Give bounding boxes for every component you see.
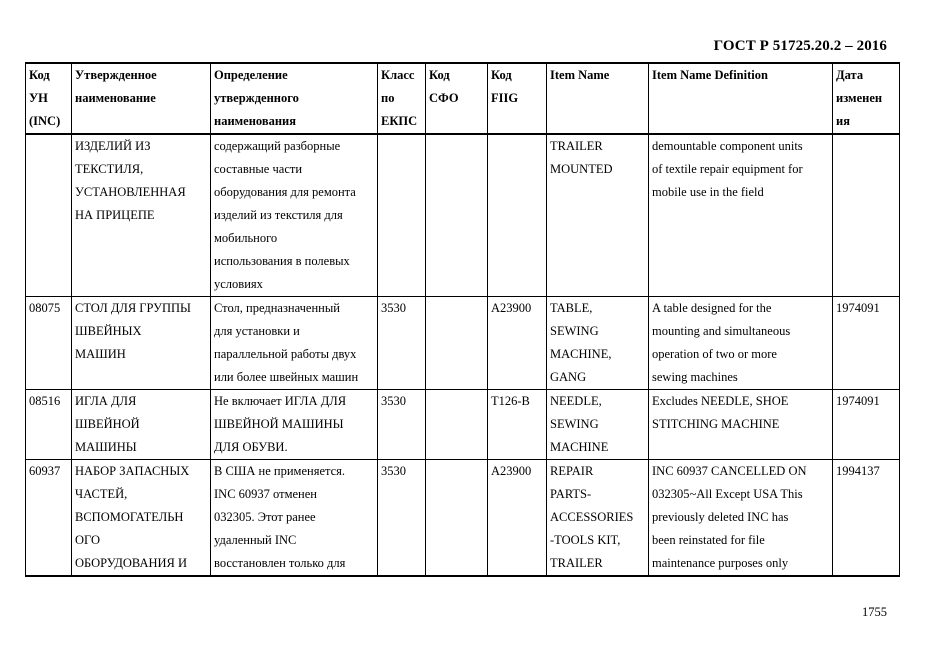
cell-fiig-code [488,460,547,577]
cell-line: Стол, предназначенный [214,301,340,315]
cell-sfo-code [426,460,488,577]
column-header-line: Утвержденное [75,68,157,82]
cell-line: TRAILER [550,556,603,570]
cell-inc-code [26,297,72,390]
cell-line: PARTS- [550,487,592,501]
cell-line: МАШИН [75,347,126,361]
cell-fiig-code [488,390,547,460]
cell-line: SEWING [550,324,599,338]
column-header-line: наименование [75,91,156,105]
column-header-line: Определение [214,68,288,82]
cell-line: 1974091 [836,301,880,315]
cell-line: A table designed for the [652,301,772,315]
cell-item-name-definition [649,460,833,577]
cell-line: Excludes NEEDLE, SHOE [652,394,789,408]
cell-fiig-code [488,134,547,297]
cell-line: 08516 [29,394,61,408]
cell-line: A23900 [491,301,532,315]
cell-approved-name [72,460,211,577]
cell-line: использования в полевых [214,254,350,268]
column-header-line: утвержденного [214,91,299,105]
column-header-line: Item Name Definition [652,68,768,82]
cell-line: ТЕКСТИЛЯ, [75,162,144,176]
cell-line: 3530 [381,464,406,478]
cell-line: STITCHING MACHINE [652,417,780,431]
cell-line: GANG [550,370,587,384]
cell-line: 1994137 [836,464,880,478]
cell-name-definition [211,460,378,577]
column-header-inc-code [26,63,72,134]
table-row [26,134,900,297]
column-header-line: УН [29,91,48,105]
cell-line: NEEDLE, [550,394,602,408]
cell-line: удаленный INC [214,533,297,547]
cell-line: TABLE, [550,301,593,315]
column-header-line: Код [429,68,450,82]
column-header-line: изменен [836,91,883,105]
cell-line: ОГО [75,533,100,547]
column-header-approved-name [72,63,211,134]
cell-line: operation of two or more [652,347,777,361]
cell-line: demountable component units [652,139,803,153]
cell-item-name [547,460,649,577]
table-row [26,390,900,460]
cell-line: ШВЕЙНОЙ [75,417,140,431]
cell-line: maintenance purposes only [652,556,789,570]
column-header-fiig-code [488,63,547,134]
cell-line: УСТАНОВЛЕННАЯ [75,185,186,199]
cell-line: ШВЕЙНЫХ [75,324,142,338]
cell-approved-name [72,390,211,460]
cell-line: MOUNTED [550,162,613,176]
cell-name-definition [211,134,378,297]
cell-line: previously deleted INC has [652,510,789,524]
cell-line: или более швейных машин [214,370,359,384]
table-body [26,134,900,576]
cell-line: содержащий разборные [214,139,341,153]
table-header-row [26,63,900,134]
cell-sfo-code [426,390,488,460]
cell-line: ОБОРУДОВАНИЯ И [75,556,188,570]
cell-line: изделий из текстиля для [214,208,343,222]
cell-line: 032305. Этот ранее [214,510,316,524]
cell-line: INC 60937 CANCELLED ON [652,464,807,478]
cell-line: для установки и [214,324,300,338]
cell-line: ШВЕЙНОЙ МАШИНЫ [214,417,344,431]
cell-line: ЧАСТЕЙ, [75,487,128,501]
cell-line: 60937 [29,464,61,478]
cell-change-date [833,134,900,297]
cell-line: НАБОР ЗАПАСНЫХ [75,464,190,478]
cell-line: 1974091 [836,394,880,408]
column-header-line: наименования [214,114,297,128]
cell-line: В США не применяется. [214,464,346,478]
cell-item-name [547,134,649,297]
cell-line: REPAIR [550,464,594,478]
cell-ekps-class [378,460,426,577]
column-header-line: Код [29,68,50,82]
column-header-sfo-code [426,63,488,134]
cell-inc-code [26,134,72,297]
column-header-line: (INC) [29,114,61,128]
table-row [26,460,900,577]
cell-line: been reinstated for file [652,533,765,547]
cell-line: 3530 [381,301,406,315]
cell-line: параллельной работы двух [214,347,357,361]
cell-change-date [833,390,900,460]
column-header-line: по [381,91,395,105]
cell-line: MACHINE [550,440,609,454]
cell-line: составные части [214,162,303,176]
cell-line: mounting and simultaneous [652,324,791,338]
cell-line: 032305~All Except USA This [652,487,803,501]
cell-line: мобильного [214,231,278,245]
cell-line: оборудования для ремонта [214,185,356,199]
cell-item-name-definition [649,390,833,460]
cell-line: 3530 [381,394,406,408]
cell-line: MACHINE, [550,347,612,361]
cell-name-definition [211,297,378,390]
cell-approved-name [72,134,211,297]
cell-line: ACCESSORIES [550,510,634,524]
cell-ekps-class [378,134,426,297]
column-header-line: Дата [836,68,864,82]
cell-line: of textile repair equipment for [652,162,803,176]
cell-inc-code [26,460,72,577]
column-header-name-definition [211,63,378,134]
cell-change-date [833,297,900,390]
cell-line: TRAILER [550,139,603,153]
cell-line: СТОЛ ДЛЯ ГРУППЫ [75,301,191,315]
column-header-item-name [547,63,649,134]
cell-line: A23900 [491,464,532,478]
cell-line: 08075 [29,301,61,315]
cell-line: НА ПРИЦЕПЕ [75,208,155,222]
nomenclature-table [25,62,900,577]
cell-inc-code [26,390,72,460]
cell-line: МАШИНЫ [75,440,137,454]
column-header-line: FIIG [491,91,519,105]
cell-item-name-definition [649,134,833,297]
column-header-line: Код [491,68,512,82]
cell-line: условиях [214,277,263,291]
cell-line: sewing machines [652,370,738,384]
column-header-line: ЕКПС [381,114,418,128]
cell-line: -TOOLS KIT, [550,533,621,547]
cell-line: SEWING [550,417,599,431]
cell-item-name [547,297,649,390]
cell-approved-name [72,297,211,390]
cell-name-definition [211,390,378,460]
cell-sfo-code [426,134,488,297]
cell-item-name-definition [649,297,833,390]
cell-sfo-code [426,297,488,390]
cell-line: ИГЛА ДЛЯ [75,394,137,408]
column-header-line: ия [836,114,850,128]
cell-ekps-class [378,390,426,460]
cell-item-name [547,390,649,460]
cell-line: T126-B [491,394,530,408]
document-standard-header: ГОСТ Р 51725.20.2 – 2016 [713,38,887,54]
cell-fiig-code [488,297,547,390]
column-header-change-date [833,63,900,134]
column-header-line: Класс [381,68,415,82]
cell-line: ДЛЯ ОБУВИ. [214,440,288,454]
cell-change-date [833,460,900,577]
column-header-ekps-class [378,63,426,134]
cell-line: Не включает ИГЛА ДЛЯ [214,394,347,408]
cell-line: INC 60937 отменен [214,487,317,501]
column-header-item-name-definition [649,63,833,134]
cell-line: ВСПОМОГАТЕЛЬН [75,510,184,524]
cell-line: ИЗДЕЛИЙ ИЗ [75,139,151,153]
table-row [26,297,900,390]
cell-line: восстановлен только для [214,556,346,570]
column-header-line: Item Name [550,68,610,82]
page-number: 1755 [862,605,887,619]
cell-line: mobile use in the field [652,185,764,199]
cell-ekps-class [378,297,426,390]
column-header-line: СФО [429,91,459,105]
